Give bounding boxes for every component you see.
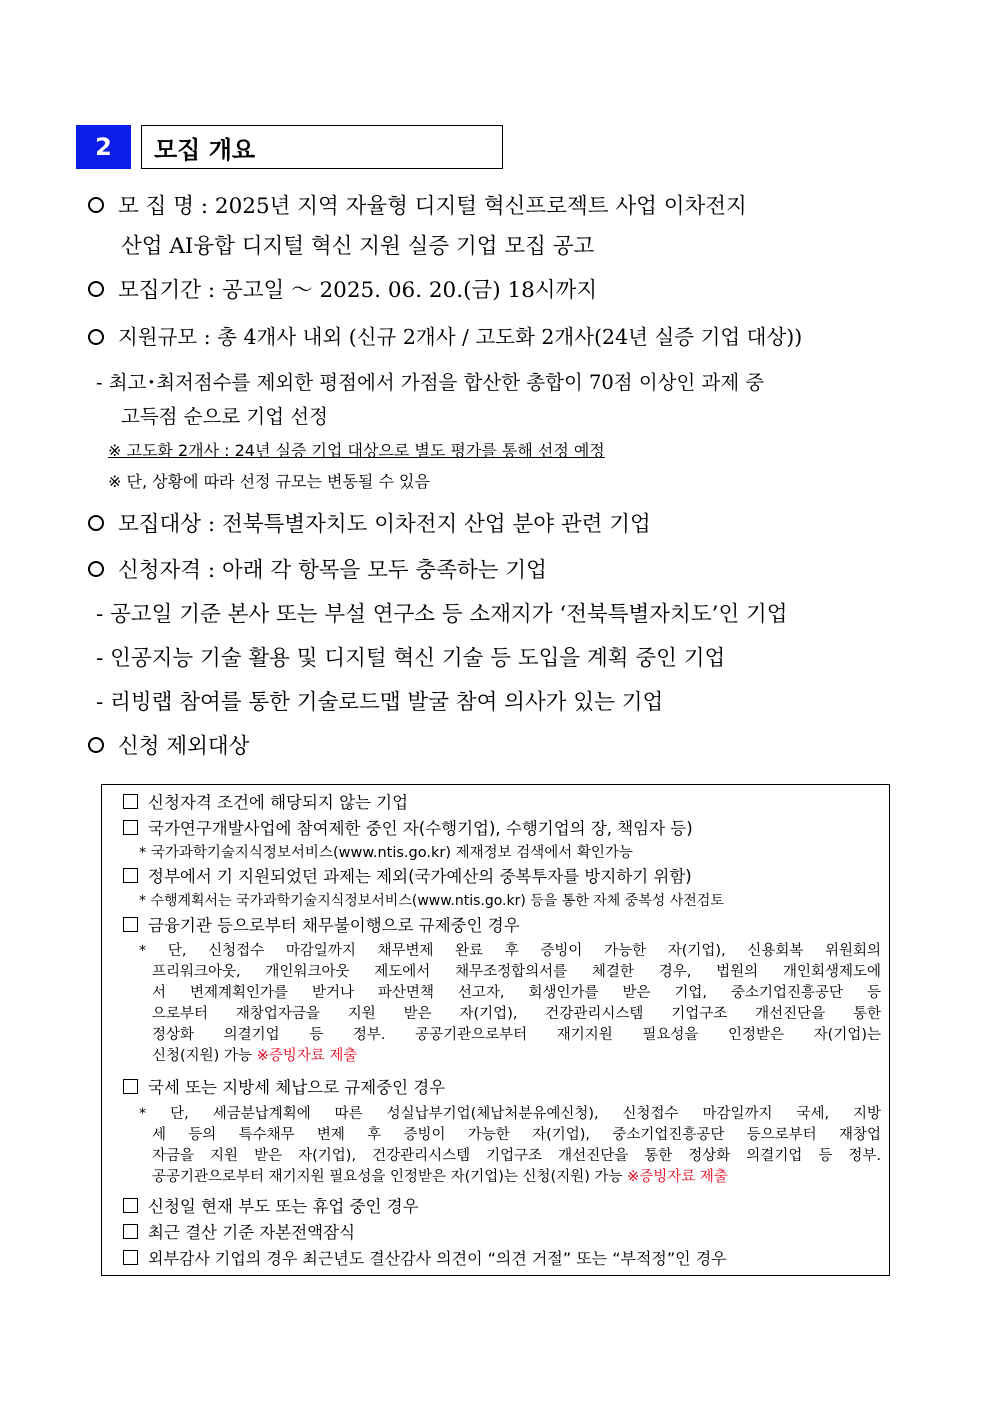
- qualification-dash3: - 리빙랩 참여를 통한 기술로드맵 발굴 참여 의사가 있는 기업: [96, 690, 664, 715]
- exclusion-b3: 정부에서 기 지원되었던 과제는 제외(국가예산의 중복투자를 방지하기 위함): [123, 866, 692, 888]
- exclusion-text: 신청 제외대상: [118, 734, 250, 759]
- checkbox-square-icon: [123, 1079, 138, 1094]
- circle-bullet-icon: [88, 197, 104, 213]
- checkbox-square-icon: [123, 1224, 138, 1239]
- qualification-dash2: - 인공지능 기술 활용 및 디지털 혁신 기술 등 도입을 계획 중인 기업: [96, 646, 726, 671]
- exclusion-b6: 신청일 현재 부도 또는 휴업 중인 경우: [123, 1196, 419, 1218]
- exclusion-b1: 신청자격 조건에 해당되지 않는 기업: [123, 792, 408, 814]
- qualification-text: 신청자격 : 아래 각 항목을 모두 충족하는 기업: [118, 558, 547, 583]
- section-title: 모집 개요: [141, 125, 503, 169]
- evidence-required-text: ※증빙자료 제출: [256, 1048, 358, 1064]
- qualification-dash1: - 공고일 기준 본사 또는 부설 연구소 등 소재지가 ‘전북특별자치도’인 기업: [96, 602, 788, 627]
- exclusion-item: [88, 732, 249, 762]
- period-item: [88, 276, 597, 306]
- note-change: ※ 단, 상황에 따라 선정 규모는 변동될 수 있음: [108, 472, 430, 491]
- exclusion-b8: 외부감사 기업의 경우 최근년도 결산감사 의견이 “의견 거절” 또는 “부적정”인 경우: [123, 1248, 727, 1270]
- circle-bullet-icon: [88, 561, 104, 577]
- scale-dash2: 고득점 순으로 기업 선정: [121, 405, 328, 428]
- checkbox-square-icon: [123, 1250, 138, 1265]
- scale-text: 지원규모 : 총 4개사 내외 (신규 2개사 / 고도화 2개사(24년 실증 기업 대상)): [118, 325, 803, 349]
- name-label: 모 집 명 :: [118, 194, 209, 219]
- name-item: [88, 192, 918, 222]
- exclusion-b4-detail: * 단, 신청접수 마감일까지 채무변제 완료 후 증빙이 가능한 자(기업), 신용회복 위원회의 프리워크아웃, 개인워크아웃 제도에서 채무조정합의서를 체결한 경우, 법원의 개인회생제도에 서 변제계획인가를 받거나 파산면책 선고자, 회생인가를 받은 기업, 중소기업진흥공단 등 으로부터 재창업자금을 지원 받은 자(기업), 건강관리시스템 기업구조 개선진단을 통한 정상화 의결기업 등 정부. 공공기관으로부터 재기지원 필요성을 인정받은 자(기업)는 신청(지원) 가능 ※증빙자료 제출: [139, 943, 881, 1064]
- exclusion-b2: 국가연구개발사업에 참여제한 중인 자(수행기업), 수행기업의 장, 책임자 등): [123, 818, 693, 840]
- period-text: 모집기간 : 공고일 ～ 2025. 06. 20.(금) 18시까지: [118, 278, 598, 303]
- checkbox-square-icon: [123, 794, 138, 809]
- scale-dash1: - 최고･최저점수를 제외한 평점에서 가점을 합산한 총합이 70점 이상인 과제 중: [96, 371, 765, 394]
- checkbox-square-icon: [123, 917, 138, 932]
- circle-bullet-icon: [88, 737, 104, 753]
- exclusion-b5: 국세 또는 지방세 체납으로 규제중인 경우: [123, 1077, 445, 1099]
- exclusion-b2-sub: * 국가과학기술지식정보서비스(www.ntis.go.kr) 제재정보 검색에서 확인가능: [139, 845, 633, 861]
- checkbox-square-icon: [123, 820, 138, 835]
- scale-item: [88, 322, 802, 352]
- circle-bullet-icon: [88, 515, 104, 531]
- exclusion-b4: 금융기관 등으로부터 채무불이행으로 규제중인 경우: [123, 915, 520, 937]
- name-line2: 산업 AI융합 디지털 혁신 지원 실증 기업 모집 공고: [121, 234, 595, 259]
- circle-bullet-icon: [88, 281, 104, 297]
- target-item: [88, 510, 651, 540]
- target-text: 모집대상 : 전북특별자치도 이차전지 산업 분야 관련 기업: [118, 512, 651, 537]
- section-number: 2: [76, 125, 131, 169]
- exclusion-b3-sub: * 수행계획서는 국가과학기술지식정보서비스(www.ntis.go.kr) 등을 통한 자체 중복성 사전검토: [139, 893, 724, 909]
- checkbox-square-icon: [123, 868, 138, 883]
- exclusion-b7: 최근 결산 기준 자본전액잠식: [123, 1222, 355, 1244]
- qualification-item: [88, 556, 547, 586]
- circle-bullet-icon: [88, 329, 104, 345]
- note-upgrade: ※ 고도화 2개사 : 24년 실증 기업 대상으로 별도 평가를 통해 선정 예정: [108, 441, 605, 460]
- checkbox-square-icon: [123, 1198, 138, 1213]
- name-line1: 2025년 지역 자율형 디지털 혁신프로젝트 사업 이차전지: [214, 194, 747, 219]
- evidence-required-text: ※증빙자료 제출: [627, 1169, 728, 1185]
- exclusion-b5-detail: * 단, 세금분납계획에 따른 성실납부기업(체납처분유예신청), 신청접수 마감일까지 국세, 지방 세 등의 특수채무 변제 후 증빙이 가능한 자(기업), 중소기업진흥공단 등으로부터 재창업 자금을 지원 받은 자(기업), 건강관리시스템 기업구조 개선진단을 통한 정상화 의결기업 등 정부. 공공기관으로부터 재기지원 필요성을 인정받은 자(기업)는 신청(지원) 가능 ※증빙자료 제출: [139, 1106, 881, 1185]
